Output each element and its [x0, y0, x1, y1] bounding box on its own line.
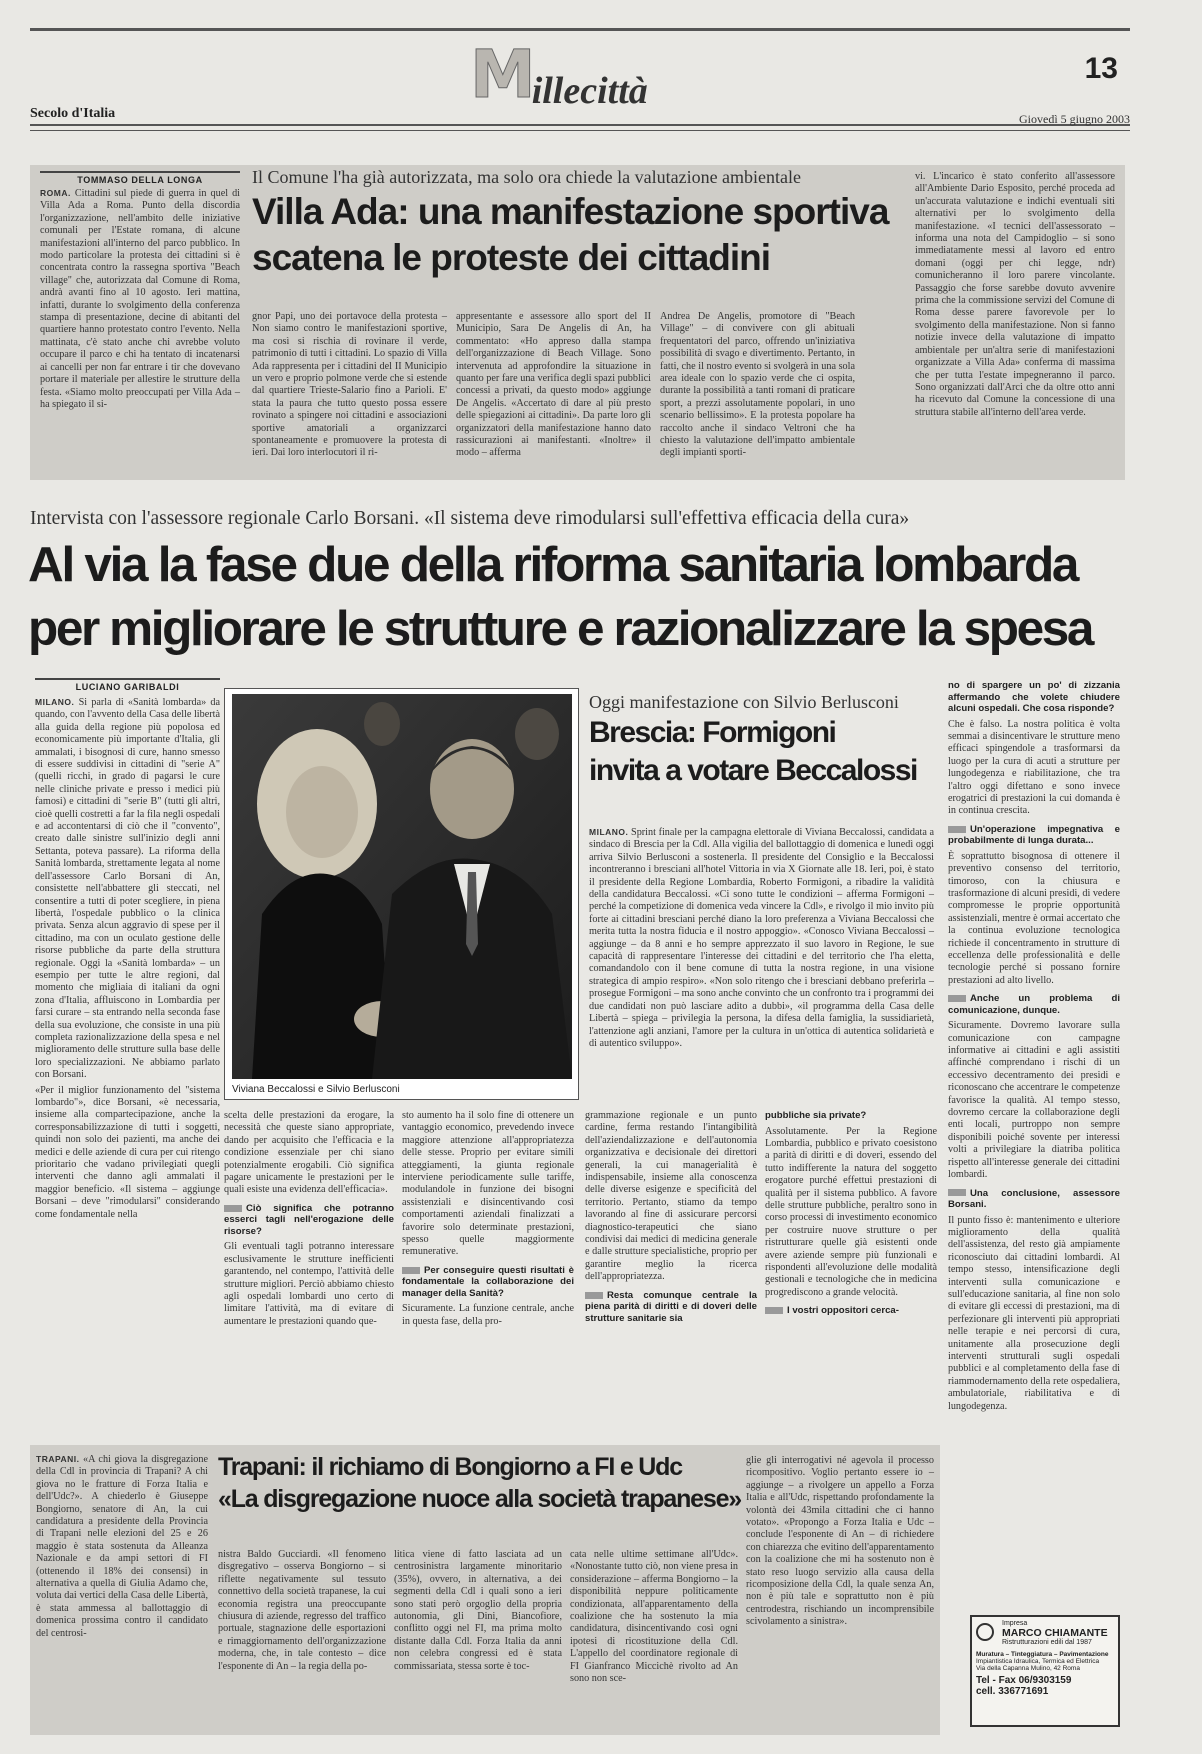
- sanita-author: LUCIANO GARIBALDI: [35, 678, 220, 692]
- sanita-q7-marker: [948, 1189, 966, 1196]
- sanita-q4-marker: [765, 1307, 783, 1314]
- brescia-body: [589, 826, 934, 1096]
- sanita-col-5: [765, 1110, 937, 1317]
- ad-logo-icon: [976, 1623, 994, 1641]
- page-number: 13: [1084, 52, 1118, 85]
- issue-date: Giovedì 5 giugno 2003: [1019, 112, 1130, 126]
- masthead: [30, 20, 1130, 140]
- villa-ada-author: TOMMASO DELLA LONGA: [40, 171, 240, 185]
- sanita-q2-text: Per conseguire questi risultati è fondamentale la collaborazione dei manager della Sanità?: [402, 1264, 574, 1299]
- sanita-kicker: Intervista con l'assessore regionale Carlo Borsani. «Il sistema deve rimodularsi sull'effettiva efficacia della cura»: [30, 508, 910, 529]
- villa-ada-kicker: Il Comune l'ha già autorizzata, ma solo ora chiede la valutazione ambientale: [252, 167, 802, 187]
- sanita-col-6-c: Sicuramente. Dovremo lavorare sulla comunicazione con campagne informative ai cittadini e agli assistiti affinché comprendano i rischi di un eccessivo decentramento dei presidi e riconoscano che accentrare le competenze favorisce la qualità. Al tempo stesso, dovremo cercare la collaborazione degli enti locali, purtroppo non sempre disponibili poiché sovente per interessi volti a privilegiare la diatriba politica rispetto all'interesse generale dei cittadini lombardi.: [948, 1020, 1120, 1181]
- sanita-q5: [948, 824, 1120, 847]
- villa-ada-col-4: Andrea De Angelis, promotore di "Beach Village" – di convivere con gli abituali frequentatori del parco, offrendo un'iniziativa possibilità di svago e divertimento. Pertanto, in fatti, che il nostro evento si svolgerà in una sola area ideale con lo spazio verde che ci ospita, durante la possibilità a tanti romani di praticare sport, a prezzi assolutamente popolari, in uno scenario bellissimo». E la protesta popolare ha raccolto anche il sindaco Veltroni che ha chiesto la valutazione dell'impatto ambientale degli impianti sporti-: [660, 311, 855, 459]
- ad-tagline: Ristrutturazioni edili dal 1987: [1002, 1639, 1092, 1646]
- sanita-dateline: MILANO.: [35, 697, 75, 707]
- ad-address: Via della Capanna Mulino, 42 Roma: [976, 1665, 1080, 1672]
- brescia-headline-2: invita a votare Beccalossi: [589, 754, 917, 787]
- villa-ada-col-1: [40, 187, 240, 477]
- trapani-headline-2: «La disgregazione nuoce alla società trapanese»: [218, 1485, 741, 1513]
- ad-name: MARCO CHIAMANTE: [1002, 1627, 1108, 1639]
- sanita-col-3-b: Sicuramente. La funzione centrale, anche in questa fase, della pro-: [402, 1303, 574, 1327]
- advertisement: [970, 1615, 1120, 1727]
- sanita-col-6-a: Che è falso. La nostra politica è volta semmai a disincentivare le strutture meno efficaci spingendole a trasformarsi da luogo per la cura di acuti a strutture per lungodegenza e riabilitazione, che tra l'altro oggi difettano e sono invece erogatrici di prestazioni la cui domanda è in continua crescita.: [948, 718, 1120, 817]
- brescia-kicker: Oggi manifestazione con Silvio Berlusconi: [589, 692, 899, 712]
- sanita-q7: [948, 1188, 1120, 1211]
- trapani-col-1-text: «A chi giova la disgregazione della Cdl in provincia di Trapani? A chi giova no le fratture di Forza Italia e dell'Udc?». A chiederlo è Giuseppe Bongiorno, senatore di An, la cui candidatura a presidente della Provincia di Trapani nelle elezioni del 25 e 26 maggio è stata sostenuta da Alleanza Nazionale e da ampi settori di FI (ottenendo il 18% dei consensi) in alternativa a quella di Giulia Adamo che, voluta dai vertici della Casa delle Libertà, è stata ammessa al ballottaggio di domenica prossima contro il candidato del centrosi-: [36, 1454, 208, 1639]
- sanita-col-5-sub: pubbliche sia private?: [765, 1110, 867, 1121]
- brescia-body-text: Sprint finale per la campagna elettorale di Viviana Beccalossi, candidata a sindaco di Brescia per la Cdl. Alla vigilia del ballottaggio di domenica e lunedì oggi arriva Silvio Berlusconi a sostenerla. Il presidente del Consiglio e la Beccalossi incontreranno i bresciani all'hotel Vittoria in via X Giornate alle 18. Ieri, poi, è stato il presidente della Regione Lombardia, Roberto Formigoni, a ribadire la validità della candidatura Beccalossi. «Ci sono tutte le condizioni – afferma Formigoni – perché la competizione di domenica veda vincere la Cdl», e rivolgo il mio invito più forte ai cittadini bresciani perché diano la loro preferenza a Viviana Beccalossi che merita tutta la nostra fiducia e il nostro appoggio». «Conosco Viviana Beccalossi – aggiunge – da 8 anni e ho sempre apprezzato il suo lavoro in Regione, le sue capacità di rappresentare l'interesse dei cittadini e del territorio che l'ha eletta, comandandolo con il bene comune di tutta la nostra regione, in una visione strategica di ampio respiro». «Non solo ritengo che i bresciani debbano preferirla – prosegue Formigoni – ma sono anche convinto che un confronto tra i programmi dei due candidati non può lasciare adito a dubbi», «il programma della Casa delle Libertà – spiega – privilegia la persona, la difesa della famiglia, la sussidiarietà, l'attenzione agli anziani, l'amore per la cultura in un'ottica di autentica solidarietà e di autentico sviluppo».: [589, 827, 935, 1049]
- sanita-col-5-a: Assolutamente. Per la Regione Lombardia, pubblico e privato coesistono a parità di diritti e di doveri, essendo del tutto indifferente la natura del soggetto erogatore purché effettui prestazioni di qualità per il sistema pubblico. A favore delle strutture pubbliche, peraltro sono in corso processi di investimento economico per costruire nuove strutture o per ristrutturare quelle già esistenti onde avere aziende sempre più funzionali e rispondenti all'evoluzione delle modalità gestionali e tecnologiche che in medicina progrediscono a grande velocità.: [765, 1125, 937, 1298]
- paper-name: Secolo d'Italia: [30, 106, 116, 121]
- sanita-q1-marker: [224, 1205, 242, 1212]
- sanita-col-6-d: Il punto fisso è: mantenimento e ulteriore miglioramento della qualità dell'assistenza, del resto già ampiamente riconosciuto dai cittadini lombardi. Al tempo stesso, intensificazione degli interventi sulla comunicazione e sull'educazione sanitaria, al fine non solo di evitare gli eccessi di prestazioni, ma di perfezionare gli interventi più appropriati nelle terapie e nei percorsi di cura, unitamente alla prosecuzione degli interventi strutturali sugli ospedali pubblici e al completamento della fase di riammodernamento della rete ospedaliera, ambulatoriale, riabilitativa e di lungodegenza.: [948, 1214, 1120, 1412]
- sanita-col-6-b: È soprattutto bisognosa di ottenere il preventivo consenso del territorio, timoroso, con la chiusura e trasformazione di alcuni presidi, di vedere compromesse le proprie opportunità assistenziali, mentre è ormai accertato che la continua evoluzione tecnologica richiede il concentramento in strutture di eccellenza delle professionalità e delle tecnologie perché si possano fornire prestazioni ad alto livello.: [948, 850, 1120, 986]
- masthead-top-rule: [30, 28, 1130, 31]
- sanita-q5-marker: [948, 826, 966, 833]
- sanita-q1: [224, 1203, 394, 1238]
- masthead-bottom-rule-2: [30, 130, 1130, 131]
- masthead-bottom-rule: [30, 124, 1130, 126]
- sanita-q3-text: Resta comunque centrale la piena parità di diritti e di doveri delle strutture sanitarie sia: [585, 1289, 757, 1324]
- photo-frame: [224, 688, 579, 1100]
- sanita-col-3: [402, 1110, 574, 1327]
- section-rest: illecittà: [531, 70, 648, 112]
- ad-label: Impresa: [1002, 1620, 1028, 1627]
- villa-ada-article: [30, 165, 1125, 480]
- sanita-col-2-a: scelta delle prestazioni da erogare, la necessità che queste siano appropriate, dando per acquisito che l'efficacia e la condizione essenziale per chi siano potenzialmente erogabili. Ciò significa pagare unicamente le prestazioni per le quali esiste una evidenza dell'efficacia».: [224, 1110, 394, 1196]
- section-initial: M: [470, 36, 536, 113]
- brescia-dateline: MILANO.: [589, 827, 629, 837]
- villa-ada-col-5: vi. L'incarico è stato conferito all'assessore all'Ambiente Dario Esposito, perché proceda ad un'accurata valutazione e indichi eventuali siti alternativi per lo svolgimento della manifestazione. «I tecnici dell'assessorato – informa una nota del Campidoglio – si sono immediatamente messi al lavoro ed entro domani (oggi per chi legge, ndr) comunicheranno il loro parere vincolante. Passaggio che forse sarebbe dovuto avvenire prima che la commissione servizi del Comune di Roma desse parere favorevole per lo svolgimento della manifestazione. Non si fanno notizie invece della valutazione di impatto ambientale per un'altra serie di manifestazioni organizzate a Villa Ada» conferma di massima che per tutta l'estate impegneranno il parco. Sono organizzati dall'Arci che da oltre otto anni ha ricevuto dal Comune la concessione di una struttura stabile all'interno dell'area verde.: [915, 171, 1115, 418]
- trapani-col-1: [36, 1453, 208, 1731]
- sanita-q4: [765, 1305, 937, 1317]
- sanita-q2: [402, 1265, 574, 1300]
- photo-image: [232, 694, 572, 1079]
- sanita-col-6-top: no di spargere un po' di zizzania affermando che volete chiudere alcuni ospedali. Che cosa risponde?: [948, 680, 1120, 714]
- sanita-col-6: [948, 680, 1120, 1412]
- villa-ada-headline-2: scatena le proteste dei cittadini: [252, 237, 771, 278]
- sanita-q6-marker: [948, 995, 966, 1002]
- villa-ada-dateline: ROMA.: [40, 188, 71, 198]
- sanita-q1-text: Ciò significa che potranno esserci tagli nell'erogazione delle risorse?: [224, 1202, 394, 1237]
- ad-mobile: cell. 336771691: [976, 1686, 1049, 1697]
- sanita-col-2-b: Gli eventuali tagli potranno interessare esclusivamente le strutture inefficienti garantendo, nel contempo, l'attività delle strutture migliori. Perciò abbiamo chiesto agli ospedali lombardi uno certo di limitare l'attività, ma di evitare di aumentare le prestazioni quando que-: [224, 1241, 394, 1327]
- ad-services-2: Impiantistica Idraulica, Termica ed Elettrica: [976, 1658, 1100, 1665]
- sanita-q3: [585, 1290, 757, 1325]
- sanita-col-4-a: grammazione regionale e un punto cardine, ferma restando l'intangibilità dell'aziendalizzazione e dell'autonomia organizzativa e decisionale dei direttori generali, la cui managerialità è indispensabile, insieme alla conoscenza delle diverse esigenze e specificità del territorio. Pertanto, stiamo da tempo lavorando al fine di assicurare percorsi diagnostico-terapeutici che siano condivisi dai medici di medicina generale e dalle strutture specialistiche, proprio per garantire meglio la ricerca dell'appropriatezza.: [585, 1110, 757, 1283]
- sanita-col-1-top: Si parla di «Sanità lombarda» da quando, con l'avvento della Casa delle libertà alla guida della regione più popolosa ed economicamente più importante d'Italia, gli ammalati, i bisognosi di cure, hanno smesso di essere suddivisi in cittadini di "serie A" (quelli ricchi, in grado di pagarsi le cure nelle cliniche private e presso i medici più famosi) e cittadini di "serie B" (tutti gli altri, cioè quelli costretti a far la fila negli ospedali e ad accontentarsi di ciò che il "convento", creato dalle sinistre sull'inizio degli anni Settanta, poteva passare). La riforma della Sanità lombarda, strettamente legata al nome dell'assessore Carlo Borsani di An, consistette nell'abbattere gli steccati, nel consentire a tutti di poter scegliere, in piena libertà, l'ospedale pubblico o la clinica privata. Senza alcun aggravio di spese per il cittadino, ma con un oculato gestione delle risorse pubbliche da parte della struttura regionale. Oggi la «Sanità lombarda» – un esempio per tutte le altre regioni, dal momento che migliaia di italiani da ogni zona d'Italia, affluiscono in Lombardia per farsi curare – sta entrando nella seconda fase della sua evoluzione, che consiste in una più completa razionalizzazione della spesa e nel miglioramento delle strutture sulla base delle loro specializzazioni. Ne abbiamo parlato con Borsani.: [35, 697, 220, 1081]
- villa-ada-col-3: appresentante e assessore allo sport del II Municipio, Sara De Angelis di An, ha commentato: «Ho appreso dalla stampa dell'organizzazione di Beach Village. Sono intervenuta ad approfondire la situazione in quanto per fare una verifica degli spazi pubblici concessi a privati, da questo modo» aggiunge De Angelis. «Accertato di dare al più presto delle spiegazioni ai cittadini». Da parte loro gli organizzatori della manifestazione hanno dato rassicurazioni ai manifestanti. «Inoltre» il modo – afferma: [456, 311, 651, 459]
- villa-ada-col-1-text: Cittadini sul piede di guerra in quel di Villa Ada a Roma. Punto della discordia l'organizzazione, nell'ambito delle iniziative comunali per l'Estate romana, di alcune manifestazioni all'interno del parco pubblico. In modo particolare la protesta dei cittadini si è concentrata contro la rassegna sportiva "Beach village" che, autorizzata dal Comune di Roma, andrà avanti fino al 10 agosto. Ieri mattina, infatti, durante lo svolgimento della conferenza stampa di presentazione, decine di abitanti del quartiere hanno protestato contro l'evento. Nella mattinata, c'è stato anche chi avrebbe voluto occupare il parco e chi ha tentato di incatenarsi ai cancelli per non far entrare i tir che dovevano portare il materiale per allestire le strutture della festa. «Siamo molto preoccupati per Villa Ada – ha spiegato il si-: [40, 188, 241, 410]
- brescia-headline-1: Brescia: Formigoni: [589, 716, 836, 749]
- sanita-headline-2: per migliorare le strutture e razionalizzare la spesa: [28, 601, 1093, 656]
- sanita-col-1-bottom: «Per il miglior funzionamento del "sistema lombardo"», dice Borsani, «è necessaria, insieme alla compartecipazione, anche la corresponsabilizzazione di tutti i soggetti, quindi non solo dei pazienti, ma anche dei medici e delle aziende di cura per cui ritengo prioritario che vadano privilegiati quegli interventi che danno agli ammalati il maggior beneficio. «Il sistema – aggiunge Borsani – deve "rimodularsi" considerando come fondamentale nella: [35, 1084, 220, 1220]
- brescia-article: [585, 688, 937, 1100]
- sanita-q7-text: Una conclusione, assessore Borsani.: [948, 1187, 1120, 1210]
- villa-ada-headline-1: Villa Ada: una manifestazione sportiva: [252, 191, 889, 232]
- trapani-headline-1: Trapani: il richiamo di Bongiorno a FI e Udc: [218, 1453, 682, 1481]
- sanita-col-4: [585, 1110, 757, 1324]
- sanita-q6: [948, 993, 1120, 1016]
- sanita-col-2: [224, 1110, 394, 1327]
- sanita-headline-1: Al via la fase due della riforma sanitaria lombarda: [28, 537, 1078, 592]
- trapani-col-2: nistra Baldo Gucciardi. «Il fenomeno disgregativo – osserva Bongiorno – si riflette negativamente sul tessuto connettivo della società trapanese, la cui economia registra una preoccupante chiusura di aziende, regresso del traffico portuale, stagnazione delle esportazioni e rimaggiornamento dell'organizzazione moderna, che, in tale contesto – dice l'esponente di An – la regia della po-: [218, 1549, 386, 1672]
- trapani-col-4: cata nelle ultime settimane all'Udc». «Nonostante tutto ciò, non viene presa in considerazione – afferma Bongiorno – la disponibilità neppure politicamente condizionata, all'apparentamento della coalizione che ha sostenuto la mia candidatura, disincentivando così ogni ipotesi di ricostituzione della Cdl. L'appello del coordinatore regionale di FI Gianfranco Miccichè rivolto ad An sono non sce-: [570, 1549, 738, 1685]
- sanita-q6-text: Anche un problema di comunicazione, dunque.: [948, 993, 1120, 1016]
- trapani-dateline: TRAPANI.: [36, 1454, 80, 1464]
- sanita-col-1: [35, 696, 220, 1236]
- ad-services: Muratura – Tinteggiatura – Pavimentazione: [976, 1651, 1109, 1658]
- photo-caption: Viviana Beccalossi e Silvio Berlusconi: [232, 1084, 400, 1095]
- sanita-q5-text: Un'operazione impegnativa e probabilmente di lunga durata...: [948, 823, 1120, 847]
- sanita-col-3-a: sto aumento ha il solo fine di ottenere un vantaggio economico, prevedendo invece maggiore attenzione all'appropriatezza delle stesse. Proprio per evitare simili atteggiamenti, la giunta regionale interviene periodicamente sulle tariffe, modulandole in funzione dei bisogni assistenziali e disincentivando così comportamenti aziendali finalizzati a favorire solo determinate prestazioni, spesso quelle maggiormente remunerative.: [402, 1110, 574, 1258]
- sanita-q4-text: I vostri oppositori cerca-: [787, 1305, 899, 1317]
- villa-ada-col-2: gnor Papi, uno dei portavoce della protesta – Non siamo contro le manifestazioni sportive, ma così si rischia di rovinare il verde, patrimonio di tutti i cittadini. Lo spazio di Villa Ada rappresenta per i cittadini del II Municipio un vero e proprio polmone verde che si estende dal quartiere Trieste-Salario fino a Parioli. E' stata la paura che tutto questo possa essere rovinato a spingere noi cittadini e associazioni sportive amatoriali a organizzarci spontaneamente e promuovere la protesta di ieri. Dai loro interlocutori il ri-: [252, 311, 447, 459]
- ad-phone: Tel - Fax 06/9303159: [976, 1675, 1072, 1686]
- trapani-article: [30, 1445, 940, 1735]
- trapani-col-5: glie gli interrogativi né agevola il processo ricompositivo. Voglio pertanto essere io – aggiunge – a rivolgere un appello a Forza Italia e all'Udc, rispettando profondamente la volontà dei 43mila cittadini che ci hanno votato». «Propongo a Forza Italia e Udc – conclude l'esponente di An – di richiedere con chiarezza che evitino dell'apparentamento con la coalizione che mi ha sostenuto non è stato reso luogo servizio alla causa della ricomposizione della Cdl, la quale senza An, non è più tale e soprattutto non è più centrodestra, rischiando un incomprensibile scivolamento a sinistra».: [746, 1455, 934, 1628]
- sanita-q3-marker: [585, 1292, 603, 1299]
- sanita-q2-marker: [402, 1267, 420, 1274]
- section-title: [470, 36, 648, 113]
- trapani-col-3: litica viene di fatto lasciata ad un centrosinistra largamente minoritario (35%), ovvero, in alternativa, a dei segmenti della Cdl i quali sono a ieri sono stati però orgoglio della propria autonomia, gli Dini, Biancofiore, conflitto oggi nel FI, ma prima molto distante dalla Cdl. Forza Italia da anni non celebra congressi ed è stata commissariata, stessa sorte è toc-: [394, 1549, 562, 1672]
